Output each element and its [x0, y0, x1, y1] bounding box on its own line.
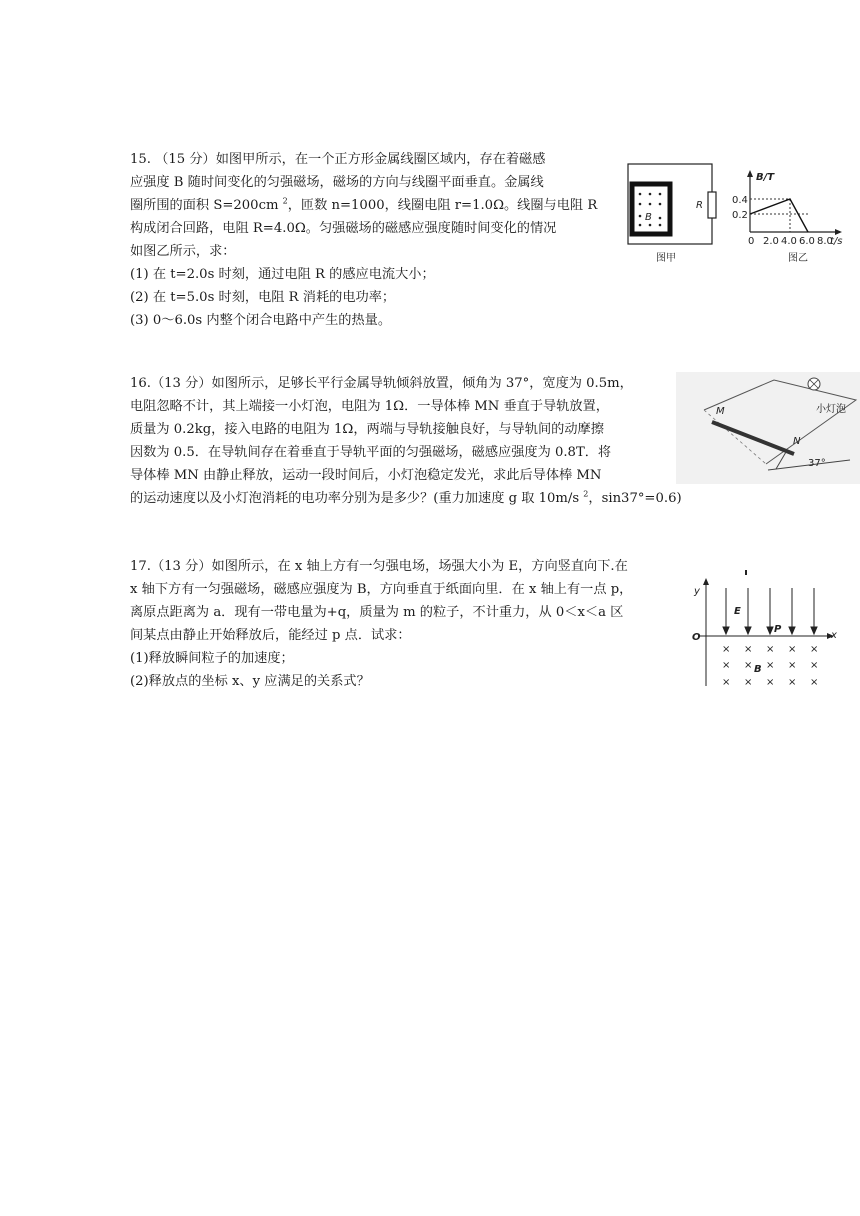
problem-15-figure [618, 158, 844, 268]
magnetic-field-crosses [722, 644, 818, 688]
label-x: x [831, 630, 837, 641]
cross-mark: × [722, 677, 731, 688]
conductor-rod-mn [712, 422, 794, 454]
cross-mark: × [788, 660, 797, 671]
resistor [708, 192, 716, 218]
problem-15-question-1: (1) 在 t=2.0s 时刻，通过电阻 R 的感应电流大小； [130, 267, 435, 282]
cross-mark: × [744, 677, 753, 688]
problem-15 [130, 148, 620, 332]
label-y: y [694, 586, 700, 597]
problem-16-line-6: 的运动速度以及小灯泡消耗的电功率分别为是多少？(重力加速度 g 取 10m/s $^2$，sin37°=0.6) [130, 489, 682, 506]
axis-x-label: t/s [830, 236, 843, 247]
label-n: N [793, 436, 801, 447]
problem-17-line-4: 间某点由静止开始释放后，能经过 p 点．试求： [130, 628, 411, 643]
field-diagram [690, 568, 840, 690]
cross-mark: × [810, 677, 819, 688]
problem-15-line-4: 构成闭合回路，电阻 R=4.0Ω。匀强磁场的磁感应强度随时间变化的情况 [130, 221, 557, 236]
problem-15-question-3: (3) 0～6.0s 内整个闭合电路中产生的热量。 [130, 313, 392, 328]
label-o: O [692, 632, 701, 643]
resistor-label: R [696, 200, 703, 211]
problem-16 [130, 372, 730, 510]
problem-17-question-2: (2)释放点的坐标 x、y 应满足的关系式？ [130, 674, 370, 689]
problem-17-line-1: 17.（13 分）如图所示，在 x 轴上方有一匀强电场，场强大小为 E，方向竖直向下.在 [130, 559, 628, 574]
cross-mark: × [722, 644, 731, 655]
coil-and-graph-figure [618, 158, 844, 268]
coil-square [632, 184, 670, 234]
figure-label-yi: 图乙 [788, 253, 808, 264]
axis-y-label: B/T [756, 172, 775, 183]
problem-15-line-5: 如图乙所示，求： [130, 244, 236, 259]
problem-15-line-2: 应强度 B 随时间变化的匀强磁场，磁场的方向与线圈平面垂直。金属线 [130, 175, 544, 190]
problem-17 [130, 555, 670, 693]
cross-mark: × [766, 677, 775, 688]
cross-mark: × [788, 677, 797, 688]
x-tick-6.0: 6.0 [799, 236, 815, 247]
y-tick-0.2: 0.2 [732, 210, 748, 221]
cross-mark: × [744, 644, 753, 655]
label-angle: 37° [808, 458, 826, 469]
x-tick-2.0: 2.0 [763, 236, 779, 247]
cross-mark: × [766, 644, 775, 655]
problem-16-line-4: 因数为 0.5．在导轨间存在着垂直于导轨平面的匀强磁场，磁感应强度为 0.8T．将 [130, 445, 612, 460]
problem-17-question-1: (1)释放瞬间粒子的加速度； [130, 651, 294, 666]
incline-rail-figure [676, 372, 860, 484]
cross-mark: × [744, 660, 753, 671]
problem-15-question-2: (2) 在 t=5.0s 时刻，电阻 R 消耗的电功率； [130, 290, 396, 305]
cross-mark: × [788, 644, 797, 655]
cross-mark: × [810, 644, 819, 655]
problem-16-figure [676, 372, 860, 484]
x-tick-4.0: 4.0 [781, 236, 797, 247]
figure-label-jia: 图甲 [656, 253, 676, 264]
problem-17-line-2: x 轴下方有一匀强磁场，磁感应强度为 B，方向垂直于纸面向里．在 x 轴上有一点 p， [130, 582, 633, 597]
coil-label-b: B [645, 212, 652, 223]
problem-16-line-1: 16.（13 分）如图所示，足够长平行金属导轨倾斜放置，倾角为 37°，宽度为 0.5m， [130, 376, 633, 391]
problem-15-line-1: 15. （15 分）如图甲所示，在一个正方形金属线圈区域内，存在着磁感 [130, 152, 546, 167]
b-t-graph-line [750, 199, 808, 232]
label-b: B [754, 664, 762, 675]
label-e: E [734, 606, 741, 617]
cross-mark: × [810, 660, 819, 671]
label-p: P [774, 624, 782, 635]
problem-16-line-5: 导体棒 MN 由静止释放，运动一段时间后，小灯泡稳定发光，求此后导体棒 MN [130, 468, 602, 483]
label-bulb: 小灯泡 [816, 404, 846, 415]
problem-17-line-3: 离原点距离为 a．现有一带电量为+q，质量为 m 的粒子，不计重力，从 0＜x＜a 区 [130, 605, 624, 620]
problem-16-line-3: 质量为 0.2kg，接入电路的电阻为 1Ω，两端与导轨接触良好，与导轨间的动摩擦 [130, 422, 604, 437]
x-tick-8.0: 8.0 [817, 236, 833, 247]
y-tick-0.4: 0.4 [732, 195, 748, 206]
label-m: M [716, 406, 725, 417]
problem-15-line-3: 圈所围的面积 S=200cm $^2$，匝数 n=1000，线圈电阻 r=1.0Ω。线圈与电阻 R [130, 196, 598, 213]
x-tick-0: 0 [748, 236, 755, 247]
problem-17-figure [690, 568, 840, 690]
problem-16-line-2: 电阻忽略不计，其上端接一小灯泡，电阻为 1Ω．一导体棒 MN 垂直于导轨放置， [130, 399, 609, 414]
cross-mark: × [766, 660, 775, 671]
cross-mark: × [722, 660, 731, 671]
